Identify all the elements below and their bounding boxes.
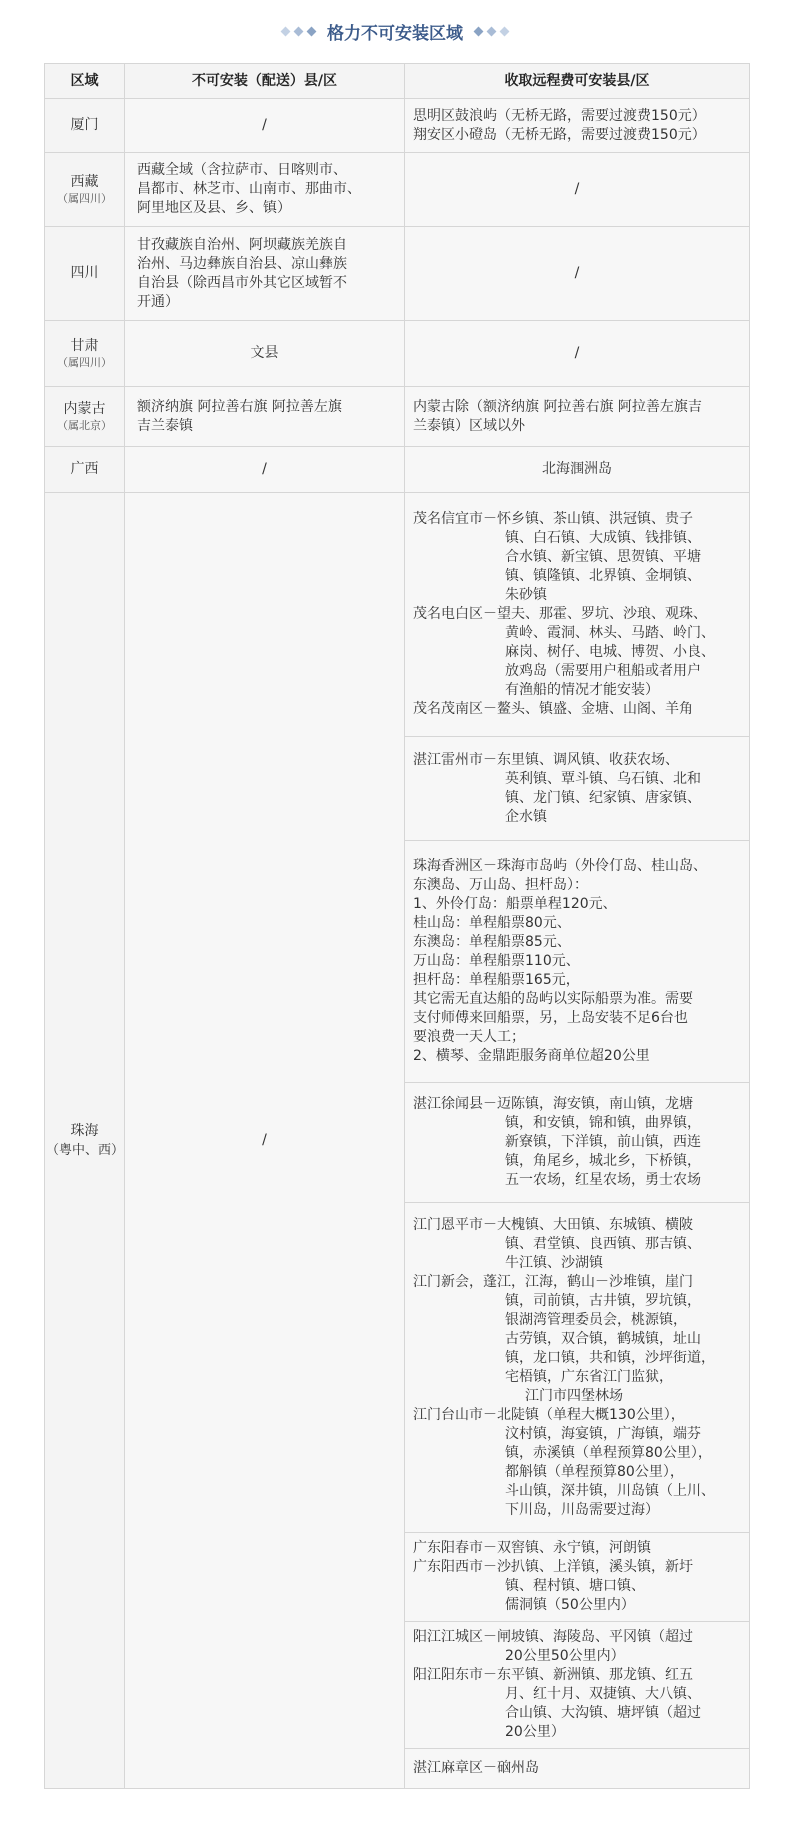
no-install-line: 自治县（除西昌市外其它区域暂不 xyxy=(137,274,347,291)
decor-diamonds-right xyxy=(475,28,508,35)
remote-line: 镇，和安镇，锦和镇，曲界镇， xyxy=(505,1115,701,1131)
table-row xyxy=(45,387,750,447)
remote-line: 汶村镇，海宴镇，广海镇，端芬 xyxy=(505,1425,701,1442)
region-cell xyxy=(45,153,125,227)
remote-line: 其它需无直达船的岛屿以实际船票为准。需要 xyxy=(413,991,693,1007)
remote-line: 儒洞镇（50公里内） xyxy=(505,1597,635,1613)
header-remote: 收取远程费可安装县/区 xyxy=(405,64,750,99)
region-note: （属四川） xyxy=(57,192,112,205)
region-cell xyxy=(45,447,125,493)
page-title: 格力不可安装区域 xyxy=(327,23,463,44)
remote-line: 镇、程村镇、塘口镇、 xyxy=(505,1578,645,1594)
no-install-line: 吉兰泰镇 xyxy=(137,417,193,434)
remote-line: 支付师傅来回船票，另，上岛安装不足6台也 xyxy=(413,1010,688,1026)
no-install-cell: 文县 xyxy=(125,321,405,387)
remote-line: 20公里） xyxy=(505,1724,565,1740)
no-install-line: 阿里地区及县、乡、镇） xyxy=(137,200,291,216)
remote-line: 五一农场，红星农场，勇士农场 xyxy=(505,1172,701,1188)
remote-line: 湛江麻章区－硇州岛 xyxy=(413,1760,539,1776)
remote-line: 万山岛：单程船票110元、 xyxy=(413,953,580,969)
no-install-cell xyxy=(125,227,405,321)
remote-line: 江门市四堡林场 xyxy=(525,1387,623,1404)
region-name: 广西 xyxy=(70,461,99,477)
table-row xyxy=(45,493,750,737)
table-row xyxy=(45,99,750,153)
no-install-line: 开通） xyxy=(137,293,179,310)
remote-line: 茂名茂南区－鳌头、镇盛、金塘、山阁、羊角 xyxy=(413,701,693,717)
remote-cell xyxy=(405,1622,750,1749)
remote-line: 湛江雷州市－东里镇、调风镇、收获农场、 xyxy=(413,751,679,768)
remote-line: 古劳镇，双合镇，鹤城镇，址山 xyxy=(505,1330,701,1347)
no-install-cell xyxy=(125,387,405,447)
remote-cell xyxy=(405,99,750,153)
title-wrap xyxy=(282,19,508,44)
header-region: 区域 xyxy=(45,64,125,99)
remote-line: 麻岗、树仔、电城、博贺、小良、 xyxy=(505,644,715,660)
remote-line: 镇，龙口镇，共和镇，沙坪街道， xyxy=(505,1349,715,1366)
no-install-line: 治州、马边彝族自治县、凉山彝族 xyxy=(137,255,347,272)
remote-line: 桂山岛：单程船票80元、 xyxy=(413,915,571,931)
page-header xyxy=(0,0,790,62)
no-install-cell xyxy=(125,153,405,227)
region-cell xyxy=(45,227,125,321)
header-no-install: 不可安装（配送）县/区 xyxy=(125,64,405,99)
remote-line: 广东阳春市－双窖镇、永宁镇，河朗镇 xyxy=(413,1540,651,1556)
remote-line: 银湖湾管理委员会，桃源镇， xyxy=(505,1311,687,1328)
remote-line: 翔安区小磴岛（无桥无路，需要过渡费150元） xyxy=(413,126,706,143)
remote-line: 20公里50公里内） xyxy=(505,1648,625,1664)
remote-line: 新寮镇，下洋镇，前山镇，西连 xyxy=(505,1134,701,1150)
remote-line: 内蒙古除（额济纳旗 阿拉善右旗 阿拉善左旗吉 xyxy=(413,398,702,415)
remote-cell: / xyxy=(405,227,750,321)
remote-line: 镇、白石镇、大成镇、钱排镇、 xyxy=(505,530,701,546)
remote-line: 企水镇 xyxy=(505,808,547,825)
remote-cell xyxy=(405,493,750,737)
remote-cell xyxy=(405,737,750,841)
remote-line: 珠海香洲区－珠海市岛屿（外伶仃岛、桂山岛、 xyxy=(413,858,707,874)
region-name: 西藏 xyxy=(70,174,99,190)
remote-line: 思明区鼓浪屿（无桥无路，需要过渡费150元） xyxy=(413,107,706,124)
no-install-line: 西藏全域（含拉萨市、日喀则市、 xyxy=(137,162,347,178)
table-row xyxy=(45,321,750,387)
remote-line: 镇、镇隆镇、北界镇、金垌镇、 xyxy=(505,568,701,584)
install-area-table xyxy=(44,63,750,1789)
remote-cell xyxy=(405,841,750,1083)
region-cell xyxy=(45,387,125,447)
remote-line: 镇、龙门镇、纪家镇、唐家镇、 xyxy=(505,789,701,806)
region-name: 四川 xyxy=(70,265,99,281)
no-install-line: 甘孜藏族自治州、阿坝藏族羌族自 xyxy=(137,236,347,253)
table-row xyxy=(45,447,750,493)
region-note: （属四川） xyxy=(57,356,112,369)
remote-line: 镇，司前镇，古井镇，罗坑镇， xyxy=(505,1292,701,1309)
remote-line: 镇，赤溪镇（单程预算80公里）， xyxy=(505,1444,712,1461)
remote-line: 有渔船的情况才能安装） xyxy=(505,682,659,698)
remote-line: 东澳岛、万山岛、担杆岛）： xyxy=(413,877,588,893)
remote-cell: / xyxy=(405,153,750,227)
no-install-line: 额济纳旗 阿拉善右旗 阿拉善左旗 xyxy=(137,398,342,415)
no-install-cell: / xyxy=(125,99,405,153)
remote-line: 黄岭、霞洞、林头、马踏、岭门、 xyxy=(505,625,715,641)
no-install-cell: / xyxy=(125,493,405,1789)
remote-line: 朱砂镇 xyxy=(505,587,547,603)
remote-line: 广东阳西市－沙扒镇、上洋镇，溪头镇，新圩 xyxy=(413,1559,693,1575)
remote-line: 镇，角尾乡，城北乡，下桥镇， xyxy=(505,1153,701,1169)
no-install-line: 昌都市、林芝市、山南市、那曲市、 xyxy=(137,181,361,197)
remote-line: 阳江阳东市－东平镇、新洲镇、那龙镇、红五 xyxy=(413,1667,693,1683)
region-name: 内蒙古 xyxy=(63,401,106,417)
remote-line: 江门恩平市－大槐镇、大田镇、东城镇、横陂 xyxy=(413,1216,693,1233)
table-header-row xyxy=(45,64,750,99)
table-row xyxy=(45,227,750,321)
remote-line: 都斛镇（单程预算80公里）， xyxy=(505,1463,684,1480)
remote-line: 担杆岛：单程船票165元， xyxy=(413,972,580,988)
decor-diamonds-left xyxy=(282,28,315,35)
remote-line: 1、外伶仃岛：船票单程120元、 xyxy=(413,896,617,912)
remote-line: 要浪费一天人工； xyxy=(413,1029,525,1045)
remote-line: 2、横琴、金鼎距服务商单位超20公里 xyxy=(413,1048,650,1064)
remote-line: 合水镇、新宝镇、思贺镇、平塘 xyxy=(505,549,701,565)
remote-line: 斗山镇，深井镇，川岛镇（上川、 xyxy=(505,1482,715,1499)
remote-cell xyxy=(405,1749,750,1789)
region-cell xyxy=(45,99,125,153)
remote-cell: 北海涠洲岛 xyxy=(405,447,750,493)
remote-line: 江门台山市－北陡镇（单程大概130公里）， xyxy=(413,1406,685,1423)
remote-line: 茂名信宜市－怀乡镇、茶山镇、洪冠镇、贵子 xyxy=(413,511,693,527)
remote-line: 月、红十月、双捷镇、大八镇、 xyxy=(505,1686,701,1702)
remote-line: 放鸡岛（需要用户租船或者用户 xyxy=(505,663,701,679)
region-name: 珠海 xyxy=(70,1122,99,1139)
region-note: （属北京） xyxy=(57,419,112,432)
region-name: 甘肃 xyxy=(70,338,99,354)
region-note: （粤中、西） xyxy=(46,1142,125,1158)
remote-cell: / xyxy=(405,321,750,387)
remote-line: 湛江徐闻县－迈陈镇，海安镇，南山镇，龙塘 xyxy=(413,1096,693,1112)
remote-cell xyxy=(405,1083,750,1203)
remote-line: 东澳岛：单程船票85元、 xyxy=(413,934,571,950)
remote-line: 英利镇、覃斗镇、乌石镇、北和 xyxy=(505,770,701,787)
remote-line: 镇、君堂镇、良西镇、那吉镇、 xyxy=(505,1235,701,1252)
remote-line: 阳江江城区－闸坡镇、海陵岛、平冈镇（超过 xyxy=(413,1629,693,1645)
remote-line: 宅梧镇，广东省江门监狱， xyxy=(505,1368,673,1385)
remote-cell xyxy=(405,387,750,447)
remote-line: 牛江镇、沙湖镇 xyxy=(505,1254,603,1271)
no-install-cell: / xyxy=(125,447,405,493)
remote-line: 江门新会，蓬江，江海，鹤山－沙堆镇，崖门 xyxy=(413,1273,693,1290)
remote-cell xyxy=(405,1533,750,1622)
region-cell xyxy=(45,493,125,1789)
remote-line: 兰泰镇）区域以外 xyxy=(413,417,525,434)
remote-line: 合山镇、大沟镇、塘坪镇（超过 xyxy=(505,1705,701,1721)
region-cell xyxy=(45,321,125,387)
remote-cell xyxy=(405,1203,750,1533)
table-row xyxy=(45,153,750,227)
region-name: 厦门 xyxy=(70,117,99,133)
remote-line: 下川岛，川岛需要过海） xyxy=(505,1501,659,1518)
remote-line: 茂名电白区－望夫、那霍、罗坑、沙琅、观珠、 xyxy=(413,606,707,622)
